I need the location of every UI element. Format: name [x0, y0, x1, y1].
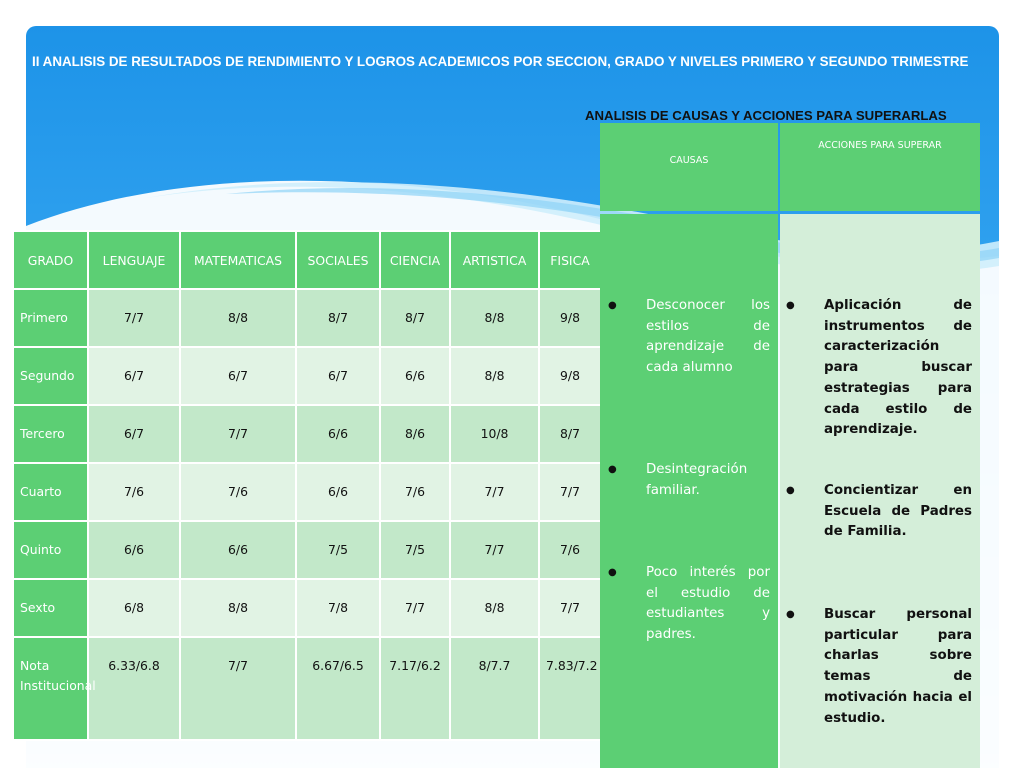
table-cell: 7/7	[539, 463, 601, 521]
action-text: Aplicación de instrumentos de caracterización para buscar estrategias para cada estilo de aprendizaje.	[824, 298, 972, 438]
row-label: Tercero	[13, 405, 88, 463]
row-label: Sexto	[13, 579, 88, 637]
table-cell: 7/7	[88, 289, 180, 347]
header-fisica: FISICA	[539, 231, 601, 289]
table-cell: 8/7	[539, 405, 601, 463]
table-cell: 7/6	[88, 463, 180, 521]
table-cell: 10/8	[450, 405, 539, 463]
header-artistica: ARTISTICA	[450, 231, 539, 289]
table-cell: 7/7	[450, 463, 539, 521]
table-cell: 6.33/6.8	[88, 637, 180, 740]
table-cell: 7/7	[539, 579, 601, 637]
actions-header: ACCIONES PARA SUPERAR	[780, 123, 980, 211]
table-cell: 8/7	[380, 289, 450, 347]
grades-header-row	[13, 231, 601, 289]
row-label: Segundo	[13, 347, 88, 405]
causes-actions-table	[600, 123, 980, 768]
analysis-title: ANALISIS DE CAUSAS Y ACCIONES PARA SUPERARLAS	[585, 108, 947, 123]
table-cell: 7/6	[180, 463, 296, 521]
table-cell: 6/7	[88, 405, 180, 463]
action-item	[786, 481, 972, 543]
table-cell: 9/8	[539, 347, 601, 405]
table-row	[13, 463, 601, 521]
header-sociales: SOCIALES	[296, 231, 380, 289]
action-text: Concientizar en Escuela de Padres de Familia.	[824, 483, 972, 540]
table-cell: 7/7	[380, 579, 450, 637]
bullet-icon: ●	[608, 464, 617, 475]
table-cell: 8/6	[380, 405, 450, 463]
table-row	[13, 347, 601, 405]
table-cell: 7/8	[296, 579, 380, 637]
row-label: Cuarto	[13, 463, 88, 521]
table-cell: 8/8	[450, 579, 539, 637]
table-cell: 6/6	[180, 521, 296, 579]
table-row	[13, 289, 601, 347]
causes-header: CAUSAS	[600, 123, 778, 211]
bullet-icon: ●	[608, 300, 617, 311]
table-cell: 7.17/6.2	[380, 637, 450, 740]
table-cell: 8/7	[296, 289, 380, 347]
bullet-icon: ●	[786, 300, 795, 311]
cause-text: Desconocer los estilos de aprendizaje de cada alumno	[646, 298, 770, 376]
action-item	[786, 296, 972, 441]
actions-column	[780, 214, 980, 768]
table-cell: 6/6	[296, 463, 380, 521]
table-cell: 6/7	[180, 347, 296, 405]
table-cell: 7/6	[380, 463, 450, 521]
table-cell: 7/5	[296, 521, 380, 579]
header-lenguaje: LENGUAJE	[88, 231, 180, 289]
table-cell: 8/8	[180, 289, 296, 347]
cause-item	[608, 563, 770, 646]
table-cell: 7/7	[180, 405, 296, 463]
row-label: Nota Institucional	[13, 637, 88, 740]
table-cell: 8/8	[180, 579, 296, 637]
table-row	[13, 637, 601, 740]
header-ciencia: CIENCIA	[380, 231, 450, 289]
table-cell: 6/8	[88, 579, 180, 637]
grades-table	[12, 230, 602, 741]
table-cell: 7/7	[180, 637, 296, 740]
cause-text: Desintegración familiar.	[646, 462, 748, 498]
cause-item	[608, 296, 770, 379]
table-cell: 7/6	[539, 521, 601, 579]
table-cell: 6/6	[380, 347, 450, 405]
table-cell: 8/8	[450, 289, 539, 347]
bullet-icon: ●	[786, 485, 795, 496]
table-cell: 7/5	[380, 521, 450, 579]
table-cell: 7.83/7.2	[539, 637, 601, 740]
table-row	[13, 521, 601, 579]
table-row	[13, 579, 601, 637]
row-label: Primero	[13, 289, 88, 347]
bullet-icon: ●	[608, 567, 617, 578]
table-cell: 9/8	[539, 289, 601, 347]
table-cell: 6.67/6.5	[296, 637, 380, 740]
table-cell: 6/6	[88, 521, 180, 579]
header-matematicas: MATEMATICAS	[180, 231, 296, 289]
cause-text: Poco interés por el estudio de estudiantes y padres.	[646, 565, 770, 643]
table-cell: 6/7	[88, 347, 180, 405]
action-item	[786, 605, 972, 729]
table-cell: 6/7	[296, 347, 380, 405]
cause-item	[608, 460, 770, 501]
table-cell: 8/7.7	[450, 637, 539, 740]
bullet-icon: ●	[786, 609, 795, 620]
table-cell: 8/8	[450, 347, 539, 405]
table-row	[13, 405, 601, 463]
page-title: II ANALISIS DE RESULTADOS DE RENDIMIENTO Y LOGROS ACADEMICOS POR SECCION, GRADO Y NIVELES PRIMERO Y SEGUNDO TRIMESTRE	[32, 54, 969, 69]
header-grado: GRADO	[13, 231, 88, 289]
table-cell: 7/7	[450, 521, 539, 579]
causes-column	[600, 214, 778, 768]
table-cell: 6/6	[296, 405, 380, 463]
row-label: Quinto	[13, 521, 88, 579]
action-text: Buscar personal particular para charlas sobre temas de motivación hacia el estudio.	[824, 607, 972, 726]
